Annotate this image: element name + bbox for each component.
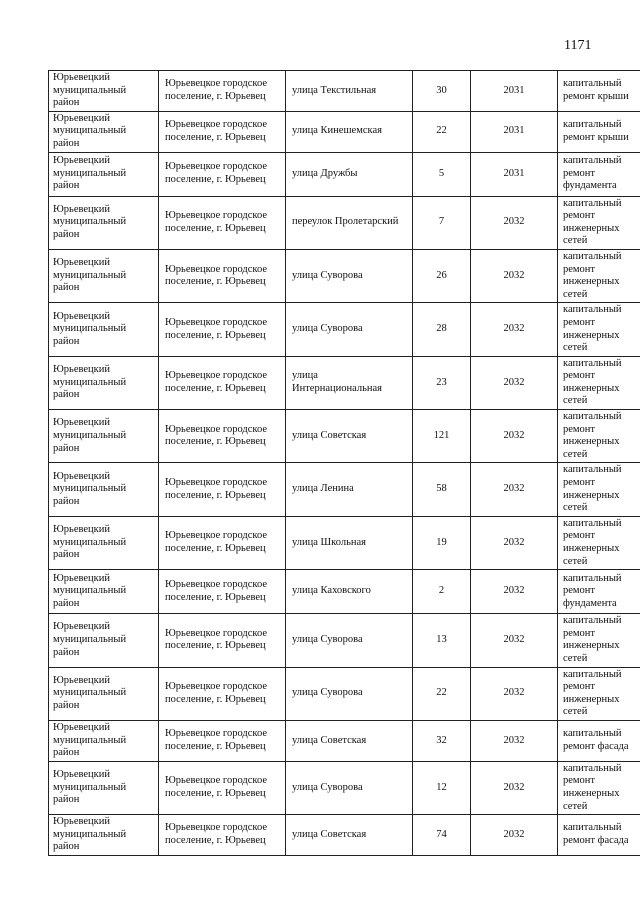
cell-district: Юрьевецкий муниципальный район [49,196,159,249]
cell-work: капитальный ремонт фундамента [558,152,640,196]
cell-district: Юрьевецкий муниципальный район [49,356,159,409]
cell-work: капитальный ремонт инженерных сетей [558,303,640,356]
table-row [49,614,640,667]
cell-street: улица Суворова [286,303,413,356]
cell-work: капитальный ремонт инженерных сетей [558,614,640,667]
table-row [49,667,640,720]
table-row [49,761,640,814]
cell-work: капитальный ремонт инженерных сетей [558,196,640,249]
table-row [49,356,640,409]
cell-year: 2031 [471,152,558,196]
cell-district: Юрьевецкий муниципальный район [49,152,159,196]
cell-year: 2032 [471,570,558,614]
cell-work: капитальный ремонт инженерных сетей [558,410,640,463]
cell-street: улица Каховского [286,570,413,614]
table-row [49,249,640,302]
cell-house: 30 [413,71,471,112]
cell-street: улица Текстильная [286,71,413,112]
table-row [49,196,640,249]
cell-year: 2032 [471,356,558,409]
cell-street: улица Ленина [286,463,413,516]
cell-district: Юрьевецкий муниципальный район [49,815,159,856]
cell-house: 7 [413,196,471,249]
cell-district: Юрьевецкий муниципальный район [49,761,159,814]
cell-settlement: Юрьевецкое городское поселение, г. Юрьевец [159,303,286,356]
cell-work: капитальный ремонт инженерных сетей [558,249,640,302]
cell-house: 12 [413,761,471,814]
cell-settlement: Юрьевецкое городское поселение, г. Юрьевец [159,516,286,569]
cell-settlement: Юрьевецкое городское поселение, г. Юрьевец [159,249,286,302]
table-body [49,71,640,856]
cell-house: 2 [413,570,471,614]
cell-house: 74 [413,815,471,856]
page-number: 1171 [564,38,592,53]
cell-street: улица Суворова [286,249,413,302]
cell-street: улица Суворова [286,614,413,667]
cell-work: капитальный ремонт фасада [558,815,640,856]
cell-district: Юрьевецкий муниципальный район [49,516,159,569]
cell-year: 2032 [471,410,558,463]
cell-district: Юрьевецкий муниципальный район [49,570,159,614]
cell-work: капитальный ремонт фасада [558,720,640,761]
cell-year: 2031 [471,111,558,152]
table-row [49,111,640,152]
table-row [49,463,640,516]
cell-work: капитальный ремонт крыши [558,71,640,112]
cell-district: Юрьевецкий муниципальный район [49,303,159,356]
cell-year: 2032 [471,761,558,814]
cell-house: 22 [413,111,471,152]
cell-work: капитальный ремонт крыши [558,111,640,152]
cell-year: 2032 [471,303,558,356]
table-row [49,815,640,856]
table-row [49,570,640,614]
cell-settlement: Юрьевецкое городское поселение, г. Юрьевец [159,152,286,196]
cell-settlement: Юрьевецкое городское поселение, г. Юрьевец [159,570,286,614]
cell-district: Юрьевецкий муниципальный район [49,720,159,761]
cell-settlement: Юрьевецкое городское поселение, г. Юрьевец [159,463,286,516]
cell-year: 2032 [471,249,558,302]
cell-year: 2032 [471,667,558,720]
table-row [49,303,640,356]
cell-street: улица Суворова [286,667,413,720]
table-row [49,410,640,463]
cell-district: Юрьевецкий муниципальный район [49,667,159,720]
table-row [49,516,640,569]
cell-house: 28 [413,303,471,356]
cell-house: 13 [413,614,471,667]
cell-work: капитальный ремонт инженерных сетей [558,463,640,516]
cell-district: Юрьевецкий муниципальный район [49,614,159,667]
cell-house: 19 [413,516,471,569]
cell-street: улица Интернациональная [286,356,413,409]
cell-year: 2032 [471,614,558,667]
cell-settlement: Юрьевецкое городское поселение, г. Юрьевец [159,356,286,409]
cell-district: Юрьевецкий муниципальный район [49,249,159,302]
cell-year: 2032 [471,815,558,856]
cell-house: 121 [413,410,471,463]
cell-settlement: Юрьевецкое городское поселение, г. Юрьевец [159,614,286,667]
cell-work: капитальный ремонт инженерных сетей [558,761,640,814]
cell-street: улица Советская [286,815,413,856]
cell-street: улица Кинешемская [286,111,413,152]
cell-settlement: Юрьевецкое городское поселение, г. Юрьевец [159,667,286,720]
cell-house: 22 [413,667,471,720]
cell-work: капитальный ремонт инженерных сетей [558,516,640,569]
cell-year: 2032 [471,196,558,249]
cell-settlement: Юрьевецкое городское поселение, г. Юрьевец [159,720,286,761]
cell-street: улица Советская [286,720,413,761]
cell-district: Юрьевецкий муниципальный район [49,463,159,516]
cell-year: 2032 [471,463,558,516]
cell-house: 58 [413,463,471,516]
table-row [49,152,640,196]
cell-district: Юрьевецкий муниципальный район [49,111,159,152]
cell-year: 2032 [471,720,558,761]
cell-work: капитальный ремонт инженерных сетей [558,667,640,720]
cell-house: 23 [413,356,471,409]
cell-district: Юрьевецкий муниципальный район [49,410,159,463]
cell-settlement: Юрьевецкое городское поселение, г. Юрьевец [159,196,286,249]
cell-work: капитальный ремонт фундамента [558,570,640,614]
cell-settlement: Юрьевецкое городское поселение, г. Юрьевец [159,71,286,112]
cell-district: Юрьевецкий муниципальный район [49,71,159,112]
cell-settlement: Юрьевецкое городское поселение, г. Юрьевец [159,410,286,463]
cell-year: 2031 [471,71,558,112]
cell-street: улица Суворова [286,761,413,814]
cell-year: 2032 [471,516,558,569]
cell-settlement: Юрьевецкое городское поселение, г. Юрьевец [159,815,286,856]
cell-house: 26 [413,249,471,302]
cell-settlement: Юрьевецкое городское поселение, г. Юрьевец [159,761,286,814]
repair-schedule-table [48,70,640,856]
cell-street: улица Советская [286,410,413,463]
table-row [49,71,640,112]
cell-street: улица Школьная [286,516,413,569]
table-row [49,720,640,761]
cell-house: 5 [413,152,471,196]
cell-street: переулок Пролетарский [286,196,413,249]
cell-work: капитальный ремонт инженерных сетей [558,356,640,409]
cell-street: улица Дружбы [286,152,413,196]
cell-settlement: Юрьевецкое городское поселение, г. Юрьевец [159,111,286,152]
cell-house: 32 [413,720,471,761]
